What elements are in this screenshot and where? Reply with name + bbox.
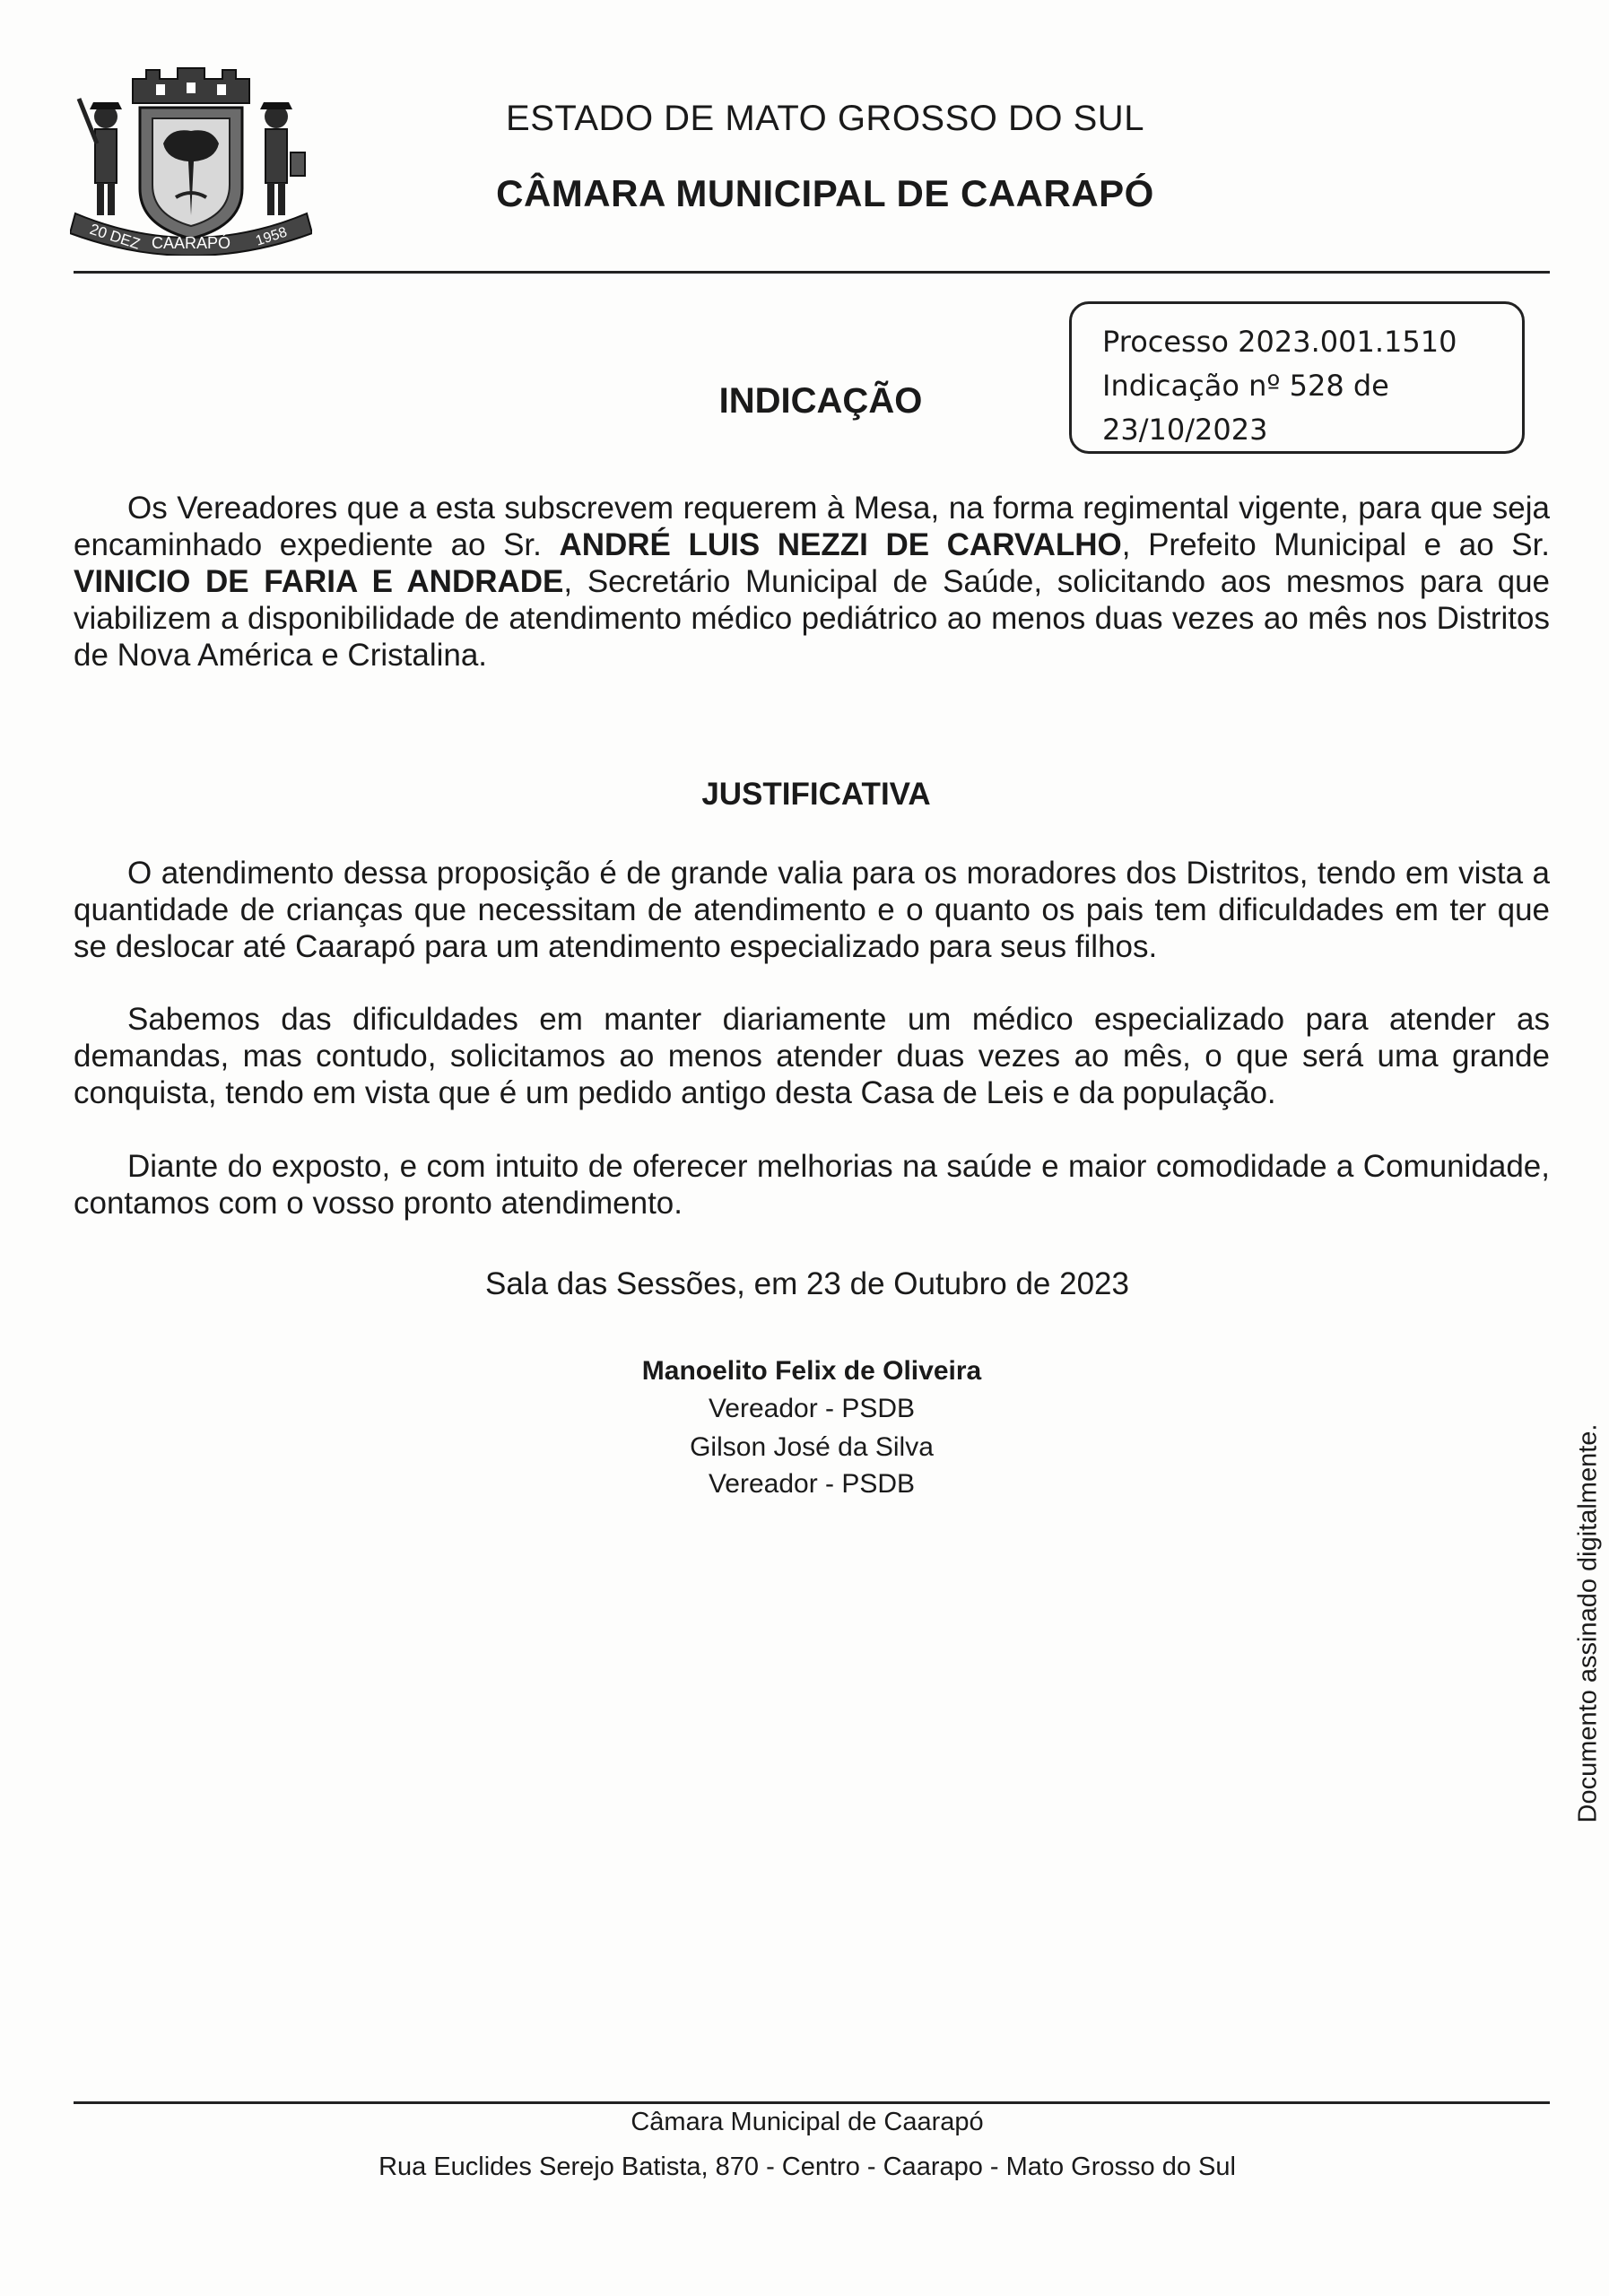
footer-address: Rua Euclides Serejo Batista, 870 - Centro - Caarapo - Mato Grosso do Sul (378, 2152, 1236, 2181)
justification-title: JUSTIFICATIVA (701, 777, 931, 812)
signatory-role-2: Vereador - PSDB (708, 1469, 916, 1499)
intro-text-3: , Secretário Municipal de Saúde, solicitando aos mesmos para que viabilizem a disponibilidade de atendimento médico pediátrico ao menos duas vezes ao mês nos Distritos de Nova América e Cristalina. (74, 564, 1550, 673)
closing-line: Sala das Sessões, em 23 de Outubro de 2023 (485, 1266, 1129, 1301)
coat-banner-right: 1958 (254, 224, 290, 249)
process-number-box (1069, 301, 1525, 454)
footer-institution: Câmara Municipal de Caarapó (631, 2108, 984, 2136)
process-number: Processo 2023.001.1510 (1102, 325, 1457, 359)
header-camara-title: CÂMARA MUNICIPAL DE CAARAPÓ (496, 172, 1154, 214)
municipal-coat-of-arms-icon (70, 63, 312, 256)
intro-paragraph (74, 490, 1550, 674)
signatory-role-1: Vereador - PSDB (708, 1394, 916, 1423)
digital-signature-text: Documento assinado digitalmente. (1573, 1423, 1603, 1823)
document-title: INDICAÇÃO (718, 381, 923, 421)
intro-text-2: , Prefeito Municipal e ao Sr. (1121, 527, 1551, 562)
indication-date: 23/10/2023 (1102, 413, 1268, 447)
justification-paragraph-1: O atendimento dessa proposição é de grande valia para os moradores dos Distritos, tendo em vista a quantidade de crianças que necessitam de atendimento e o quanto os pais tem dificuldades em ter que se deslocar até Caarapó para um atendimento especializado para seus filhos. (74, 856, 1550, 964)
signatory-name-1: Manoelito Felix de Oliveira (641, 1356, 982, 1386)
footer-divider (74, 2101, 1550, 2104)
coat-banner-center: CAARAPÓ (151, 234, 231, 252)
header-state: ESTADO DE MATO GROSSO DO SUL (506, 99, 1144, 138)
secretary-name: VINICIO DE FARIA E ANDRADE (74, 564, 564, 599)
signatory-name-2: Gilson José da Silva (690, 1432, 934, 1462)
digital-signature-note (1561, 1372, 1609, 1874)
header-divider (74, 271, 1550, 274)
coat-banner-left: 20 DEZ (87, 220, 143, 253)
intro-text-1: Os Vereadores que a esta subscrevem requerem à Mesa, na forma regimental vigente, para que seja encaminhado expediente ao Sr. (74, 491, 1550, 562)
mayor-name: ANDRÉ LUIS NEZZI DE CARVALHO (559, 527, 1122, 562)
justification-paragraph-2: Sabemos das dificuldades em manter diariamente um médico especializado para atender as demandas, mas contudo, solicitamos ao menos atender duas vezes ao mês, o que será uma grande conquista, tendo em vista que é um pedido antigo desta Casa de Leis e da população. (74, 1002, 1550, 1110)
indication-number: Indicação nº 528 de (1102, 369, 1389, 403)
justification-paragraph-3: Diante do exposto, e com intuito de oferecer melhorias na saúde e maior comodidade a Comunidade, contamos com o vosso pronto atendimento. (74, 1149, 1550, 1221)
